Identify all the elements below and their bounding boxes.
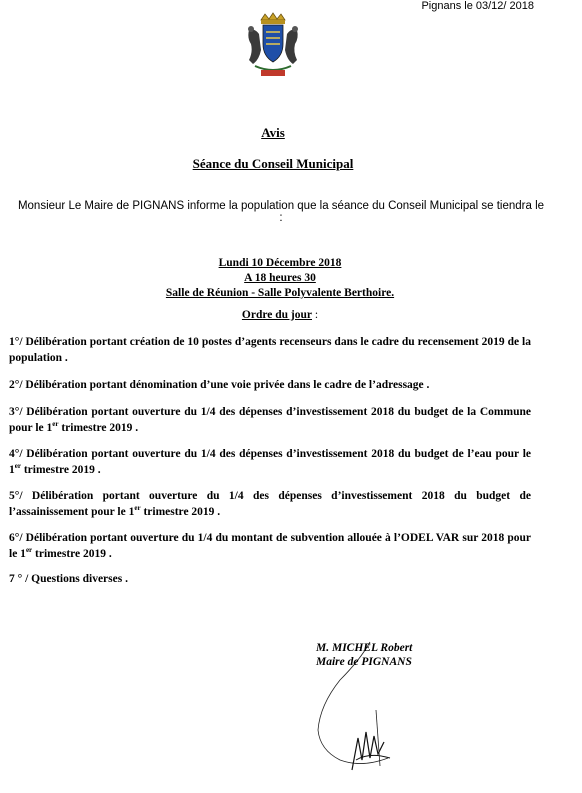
agenda-item-3-text: 3°/ Délibération portant ouverture du 1/4 des dépenses d’investissement 2018 du budget de la Commune pour le 1 bbox=[9, 406, 531, 434]
agenda-item-6 bbox=[9, 531, 531, 562]
session-title: Séance du Conseil Municipal bbox=[192, 156, 354, 171]
agenda-heading bbox=[0, 309, 560, 321]
agenda-item-3-sup: er bbox=[52, 419, 59, 428]
agenda-item-4-text: 4°/ Délibération portant ouverture du 1/4 des dépenses d’investissement 2018 du budget de l’eau pour le 1 bbox=[9, 448, 531, 476]
signature-block bbox=[316, 641, 412, 669]
agenda-label: Ordre du jour bbox=[241, 309, 312, 321]
agenda-item-7: 7 ° / Questions diverses . bbox=[9, 573, 128, 585]
agenda-item-3 bbox=[9, 405, 531, 436]
agenda-item-3-end: trimestre 2019 . bbox=[58, 421, 139, 434]
meeting-place: Salle de Réunion - Salle Polyvalente Berthoire. bbox=[165, 287, 395, 299]
mayor-role: Maire de PIGNANS bbox=[316, 656, 412, 668]
agenda-item-5 bbox=[9, 489, 531, 520]
agenda-item-1: 1°/ Délibération portant création de 10 postes d’agents recenseurs dans le cadre du recensement 2019 de la population . bbox=[9, 336, 531, 364]
notice-title: Avis bbox=[261, 125, 285, 140]
intro-text: Monsieur Le Maire de PIGNANS informe la population que la séance du Conseil Municipal se tiendra le : bbox=[17, 200, 545, 224]
agenda-item-4-sup: er bbox=[14, 461, 21, 470]
mayor-name: M. MICHEL Robert bbox=[316, 642, 413, 654]
document-date: Pignans le 03/12/ 2018 bbox=[421, 0, 534, 12]
agenda-item-6-text: 6°/ Délibération portant ouverture du 1/4 du montant de subvention allouée à l’ODEL VAR sur 2018 pour le 1 bbox=[9, 532, 531, 560]
meeting-time: A 18 heures 30 bbox=[244, 272, 316, 284]
agenda-item-6-sup: er bbox=[25, 545, 33, 554]
agenda-item-2: 2°/ Délibération portant dénomination d’une voie privée dans le cadre de l’adressage . bbox=[9, 379, 430, 391]
agenda-item-5-sup: er bbox=[134, 503, 141, 512]
agenda-item-6-end: trimestre 2019 . bbox=[32, 547, 112, 560]
town-crest-icon bbox=[237, 10, 309, 82]
meeting-date: Lundi 10 Décembre 2018 bbox=[218, 257, 342, 269]
agenda-item-5-end: trimestre 2019 . bbox=[140, 505, 221, 518]
meeting-details bbox=[0, 256, 560, 301]
agenda-item-4-end: trimestre 2019 . bbox=[20, 463, 101, 476]
agenda-item-4 bbox=[9, 447, 531, 478]
agenda-colon: : bbox=[312, 309, 319, 321]
agenda-item-5-text: 5°/ Délibération portant ouverture du 1/4 des dépenses d’investissement 2018 du budget de l’assainissement pour le 1 bbox=[9, 490, 531, 518]
